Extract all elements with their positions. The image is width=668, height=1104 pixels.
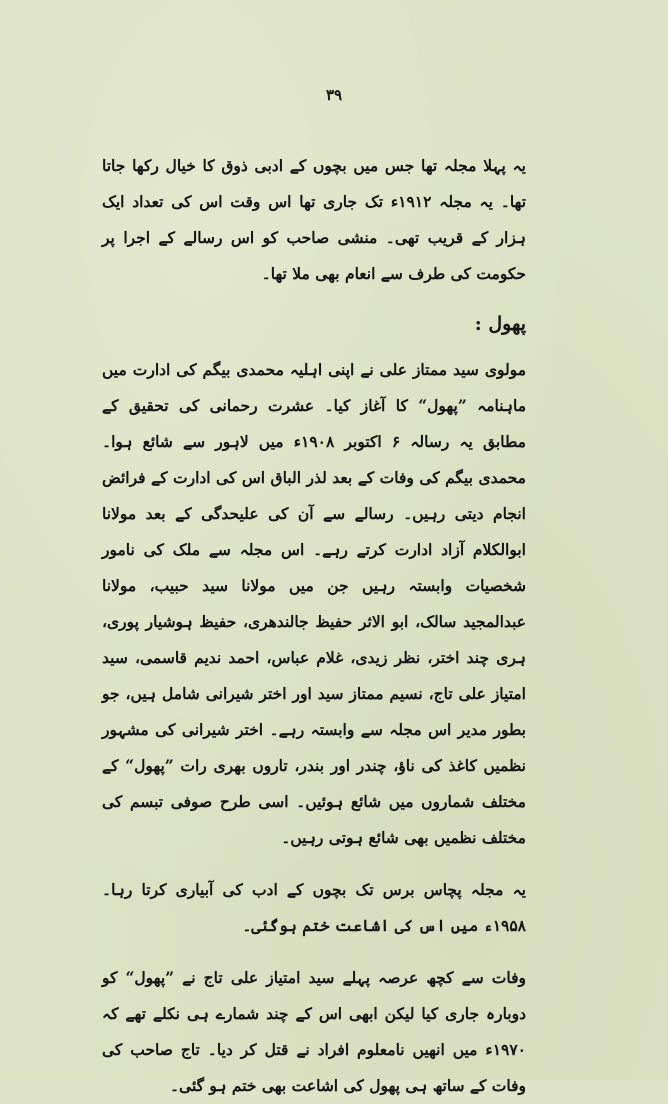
section-heading-phool: پھول : xyxy=(474,313,526,335)
fifty-years-paragraph: یہ مجلہ پچاس برس تک بچوں کے ادب کی آبیاری کرتا رہا۔ ۱۹۵۸ء میں اس کی اشاعت ختم ہوگئی۔ xyxy=(102,880,526,935)
paragraph-gap xyxy=(102,856,526,872)
revival-paragraph: وفات سے کچھ عرصہ پہلے سید امتیاز علی تاج نے ”پھول“ کو دوبارہ جاری کیا لیکن ابھی اس کے چند شمارے ہی نکلے تھے کہ ۱۹۷۰ء میں انھیں نامعلوم افراد نے قتل کر دیا۔ تاج صاحب کی وفات کے ساتھ ہی پھول کی اشاعت بھی ختم ہو گئی۔ xyxy=(102,968,526,1095)
intro-paragraph: یہ پہلا مجلہ تھا جس میں بچوں کے ادبی ذوق کا خیال رکھا جاتا تھا۔ یہ مجلہ ۱۹۱۲ء تک جاری تھا اس وقت اس کی تعداد ایک ہزار کے قریب تھی۔ منشی صاحب کو اس رسالے کے اجرا پر حکومت کی طرف سے انعام بھی ملا تھا۔ xyxy=(102,156,527,283)
phool-history-paragraph: مولوی سید ممتاز علی نے اپنی اہلیہ محمدی بیگم کی ادارت میں ماہنامہ ”پھول“ کا آغاز کیا۔ عشرت رحمانی کی تحقیق کے مطابق یہ رسالہ ۶ اکتوبر ۱۹۰۸ء میں لاہور سے شائع ہوا۔ محمدی بیگم کی وفات کے بعد لذر الباق اس کی ادارت کے فرائض انجام دیتی رہیں۔ رسالے سے آن کی علیحدگی کے بعد مولانا ابوالکلام آزاد ادارت کرتے رہے۔ اس مجلہ سے ملک کی نامور شخصیات وابستہ رہیں جن میں مولانا سید حبیب، مولانا عبدالمجید سالک، ابو الاثر حفیظ جالندھری، حفیظ ہوشیار پوری، ہری چند اختر، نظر زیدی، غلام عباس، احمد ندیم قاسمی، سید امتیاز علی تاج، نسیم ممتاز سید اور اختر شیرانی شامل ہیں، جو بطور مدیر اس مجلہ سے وابستہ رہے۔ اختر شیرانی کی مشہور نظمیں کاغذ کی ناؤ، چندر اور بندر، تاروں بھری رات ”پھول“ کے مختلف شماروں میں شائع ہوئیں۔ اسی طرح صوفی تبسم کی مختلف نظمیں بھی شائع ہوتی رہیں۔ xyxy=(102,360,526,847)
page-number: ۳۹ xyxy=(325,86,343,104)
paragraph-gap xyxy=(102,944,526,960)
page-body xyxy=(102,148,526,1104)
